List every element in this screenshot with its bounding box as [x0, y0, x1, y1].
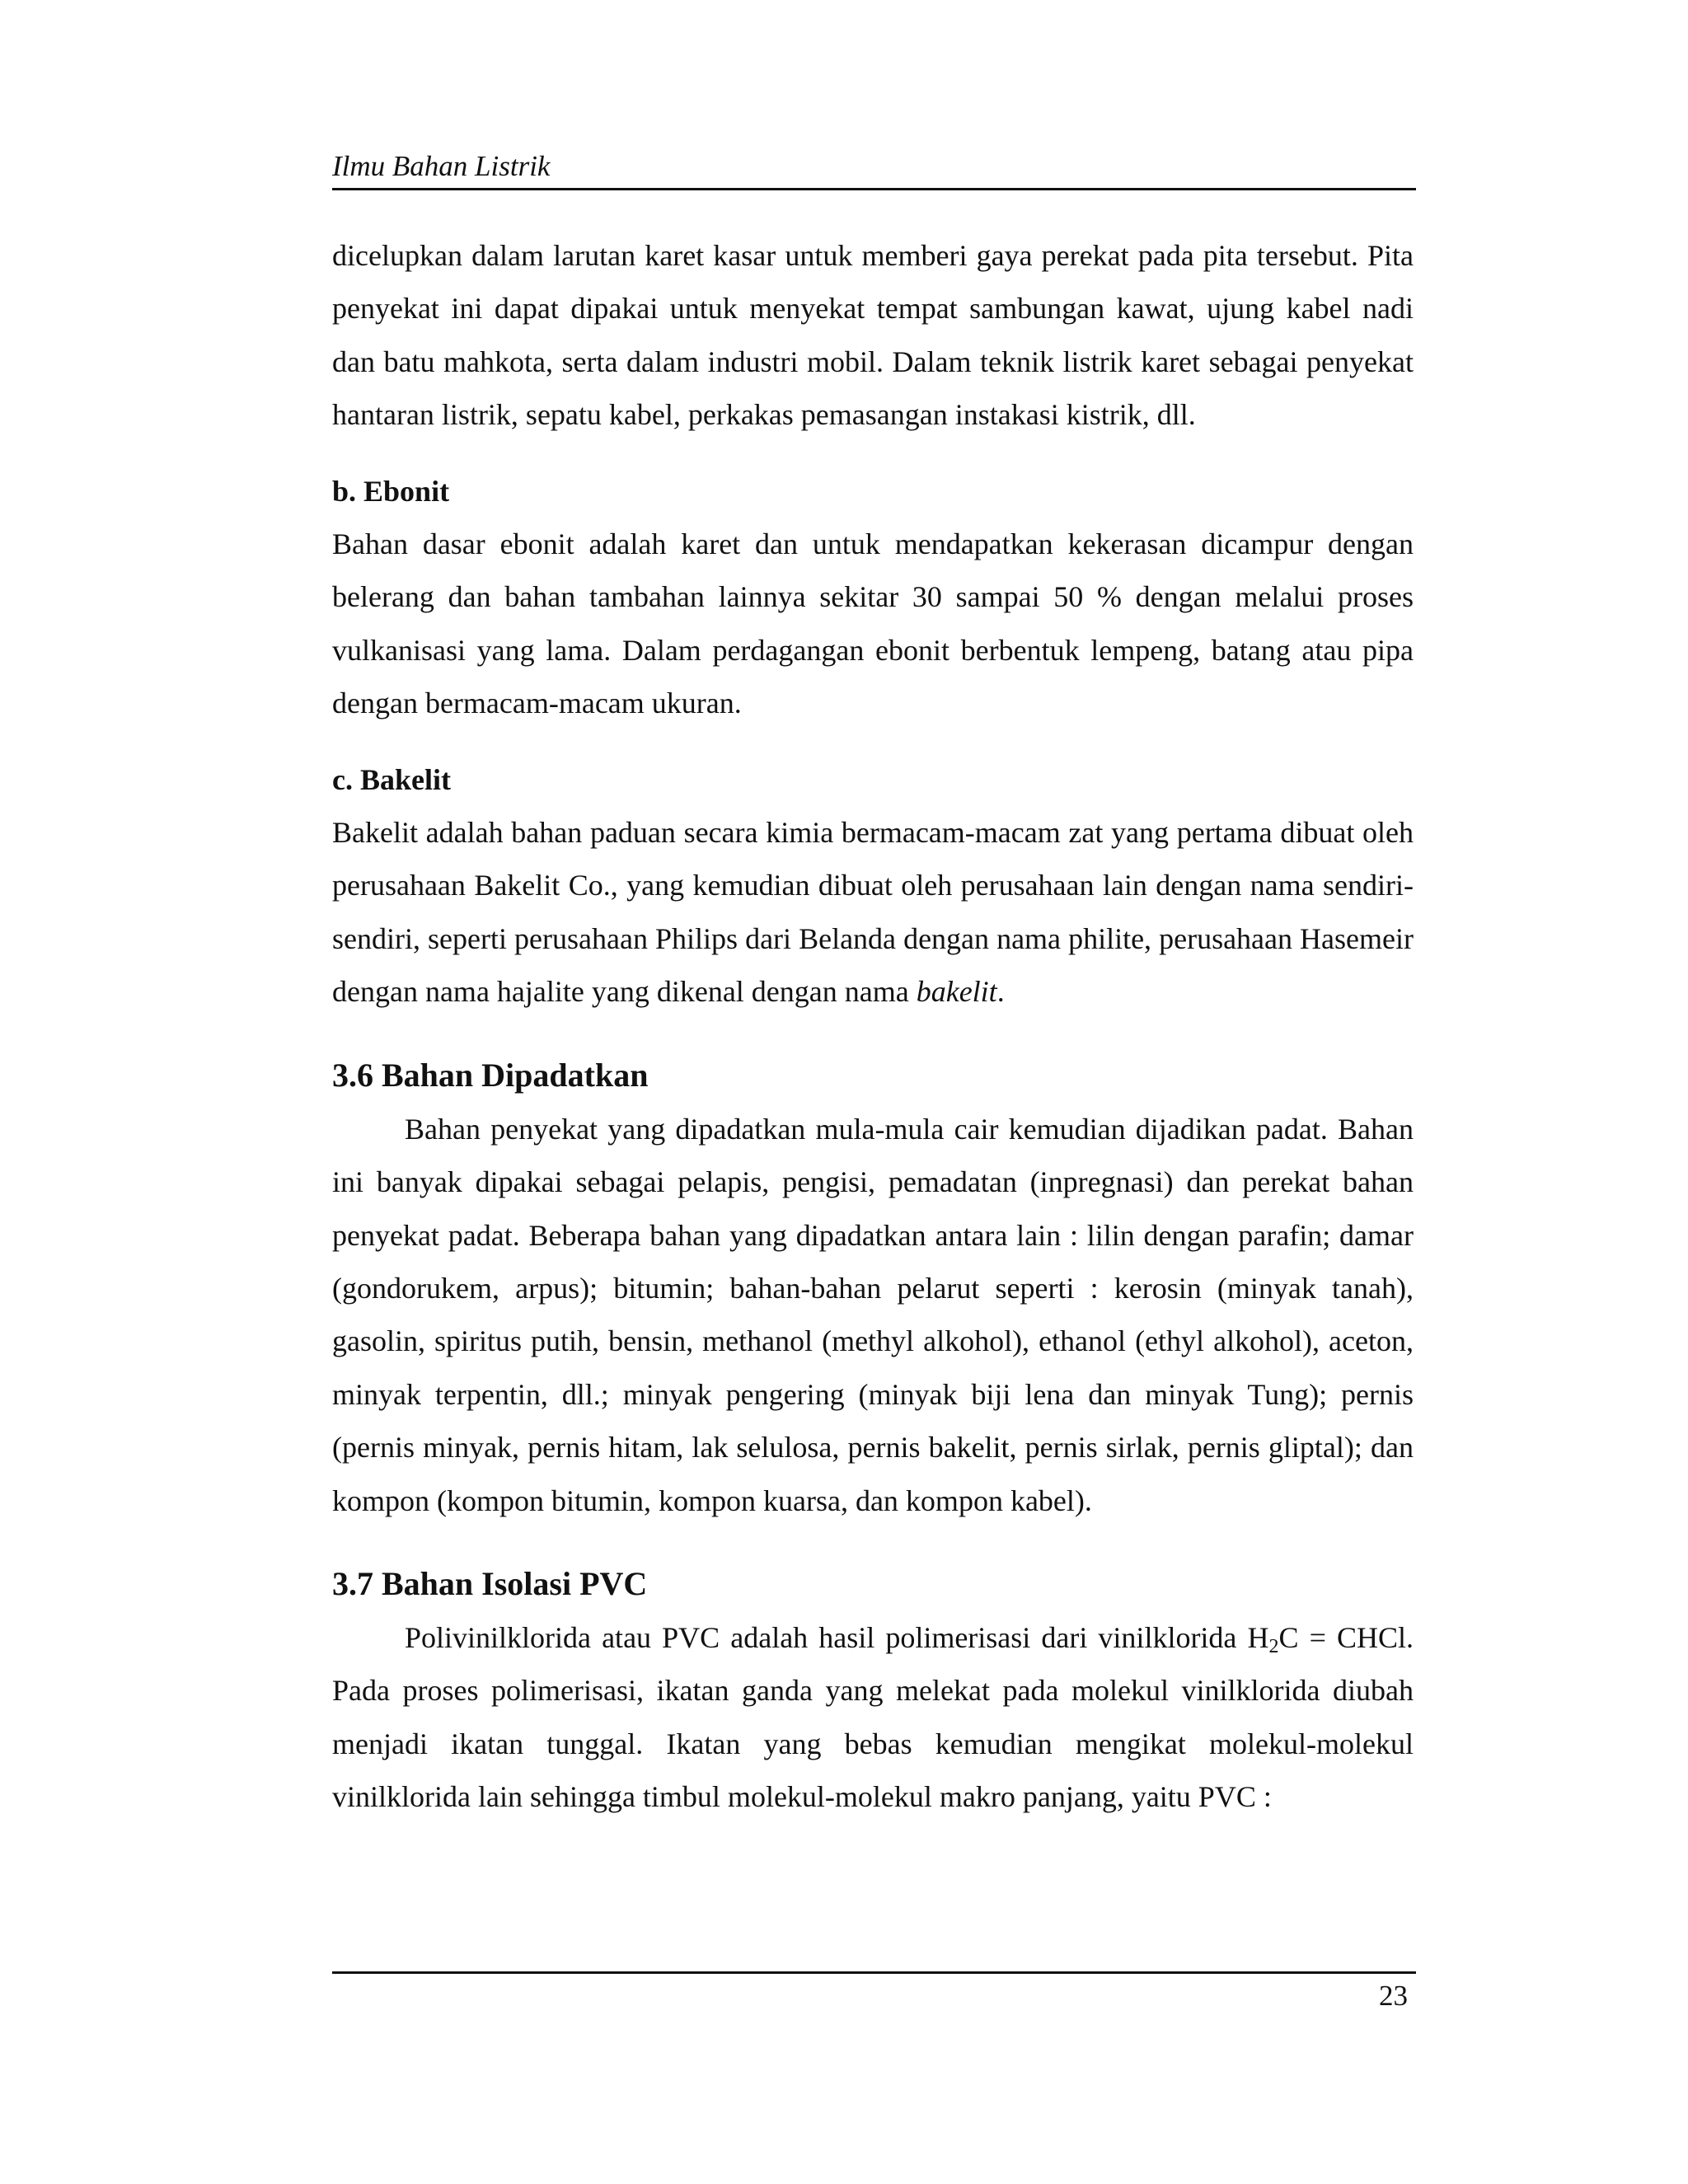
intro-paragraph: dicelupkan dalam larutan karet kasar untuk memberi gaya perekat pada pita tersebut. Pita penyekat ini dapat dipakai untuk menyekat tempat sambungan kawat, ujung kabel nadi dan batu mahkota, serta dalam industri mobil. Dalam teknik listrik karet sebagai penyekat hantaran listrik, sepatu kabel, perkakas pemasangan instakasi kistrik, dll. — [332, 239, 1414, 432]
formula-subscript: 2 — [1268, 1635, 1279, 1657]
page-header — [332, 150, 1416, 190]
section-3-6-paragraph: Bahan penyekat yang dipadatkan mula-mula cair kemudian dijadikan padat. Bahan ini banyak dipakai sebagai pelapis, pengisi, pemadatan (inpregnasi) dan perekat bahan penyekat padat. Beberapa bahan yang dipadatkan antara lain : lilin dengan parafin; damar (gondorukem, arpus); bitumin; bahan-bahan pelarut seperti : kerosin (minyak tanah), gasolin, spiritus putih, bensin, methanol (methyl alkohol), ethanol (ethyl alkohol), aceton, minyak terpentin, dll.; minyak pengering (minyak biji lena dan minyak Tung); pernis (pernis minyak, pernis hitam, lak selulosa, pernis bakelit, pernis sirlak, pernis gliptal); dan kompon (kompon bitumin, kompon kuarsa, dan kompon kabel). — [332, 1112, 1414, 1517]
page-body — [332, 229, 1414, 1824]
section-3-7-paragraph — [332, 1611, 1414, 1824]
bakelit-italic-term: bakelit — [916, 975, 997, 1009]
bakelit-paragraph-end: . — [996, 975, 1005, 1009]
ebonit-heading: b. Ebonit — [332, 474, 450, 508]
bakelit-paragraph — [332, 806, 1414, 1019]
bakelit-heading: c. Bakelit — [332, 762, 451, 796]
page-number: 23 — [1379, 1980, 1408, 2012]
pvc-text-start: Polivinilklorida atau PVC adalah hasil polimerisasi dari vinilklorida H — [405, 1620, 1269, 1654]
section-3-7-title: 3.7 Bahan Isolasi PVC — [332, 1564, 648, 1602]
section-3-6-title: 3.6 Bahan Dipadatkan — [332, 1056, 649, 1094]
bakelit-paragraph-text: Bakelit adalah bahan paduan secara kimia bermacam-macam zat yang pertama dibuat oleh perusahaan Bakelit Co., yang kemudian dibuat oleh perusahaan lain dengan nama sendiri-sendiri, seperti perusahaan Philips dari Belanda dengan nama philite, perusahaan Hasemeir dengan nama hajalite yang dikenal dengan nama — [332, 816, 1414, 1009]
pvc-text-rest: C = CHCl. Pada proses polimerisasi, ikatan ganda yang melekat pada molekul vinilklorida diubah menjadi ikatan tunggal. Ikatan yang bebas kemudian mengikat molekul-molekul vinilklorida lain sehingga timbul molekul-molekul makro panjang, yaitu PVC : — [332, 1620, 1414, 1814]
ebonit-paragraph: Bahan dasar ebonit adalah karet dan untuk mendapatkan kekerasan dicampur dengan belerang dan bahan tambahan lainnya sekitar 30 sampai 50 % dengan melalui proses vulkanisasi yang lama. Dalam perdagangan ebonit berbentuk lempeng, batang atau pipa dengan bermacam-macam ukuran. — [332, 527, 1414, 720]
footer-divider — [332, 1971, 1416, 1974]
running-header-title: Ilmu Bahan Listrik — [332, 150, 551, 182]
